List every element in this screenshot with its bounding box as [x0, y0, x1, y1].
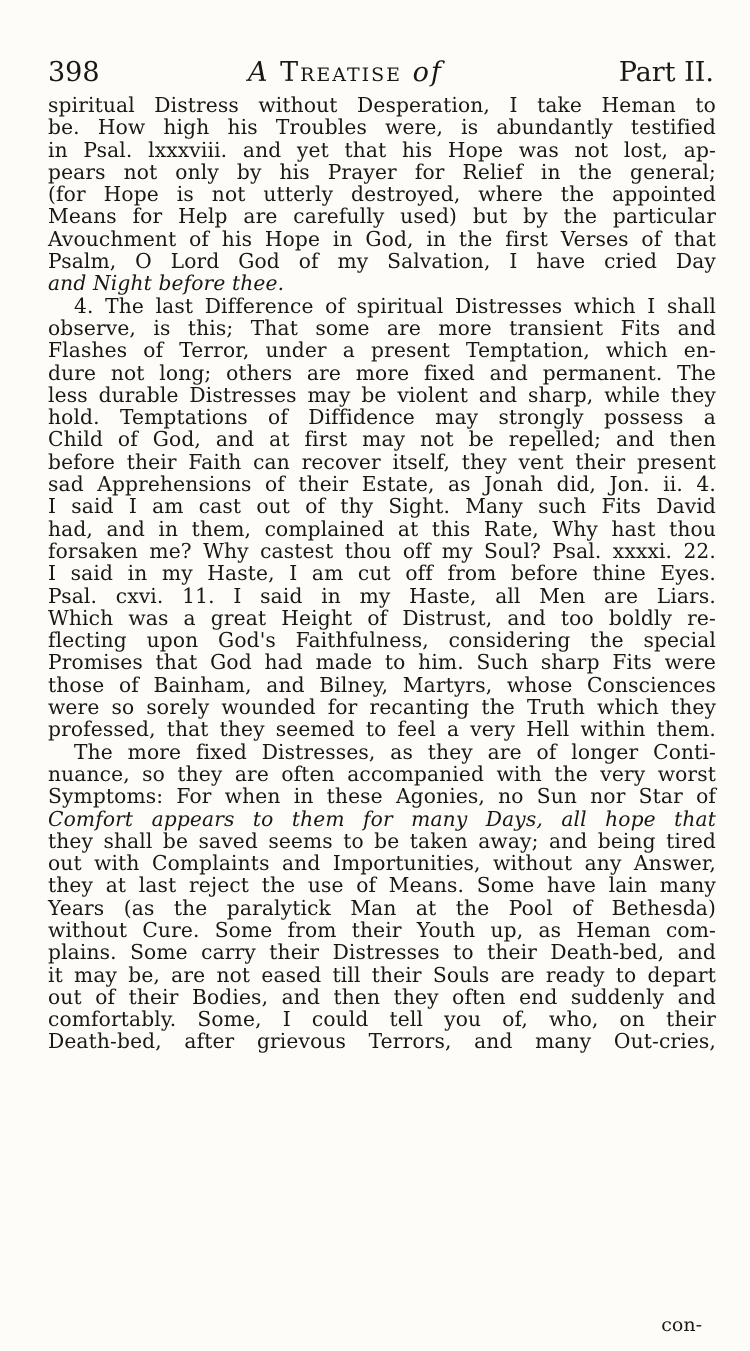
text-line: Comfort appears to them for many Days, all hope that: [48, 806, 716, 831]
text-line: I said I am cast out of thy Sight. Many such Fits David: [48, 494, 716, 519]
part-label: Part II.: [618, 57, 714, 88]
page-number: 398: [48, 57, 100, 88]
text-line: they shall be saved seems to be taken away; and being tired: [48, 828, 716, 853]
text-line: Symptoms: For when in these Agonies, no Sun nor Star of: [48, 784, 716, 809]
text-line: Which was a great Height of Distrust, and too boldly re-: [48, 605, 716, 630]
text-line: out with Complaints and Importunities, without any Answer,: [48, 851, 716, 876]
text-line: forsaken me? Why castest thou off my Soul? Psal. xxxxi. 22.: [48, 538, 716, 563]
text-line: before their Faith can recover itself, they vent their present: [48, 449, 716, 474]
text-line: Years (as the paralytick Man at the Pool of Bethesda): [48, 895, 716, 920]
text-line: professed, that they seemed to feel a very Hell within them.: [48, 717, 716, 742]
text-line: observe, is this; That some are more transient Fits and: [48, 315, 716, 340]
text-line: out of their Bodies, and then they often end suddenly and: [48, 984, 716, 1009]
text-line: 4. The last Difference of spiritual Distresses which I shall: [74, 293, 716, 318]
text-line: pears not only by his Prayer for Relief in the general;: [48, 159, 716, 184]
text-line: Death-bed, after grievous Terrors, and many Out-cries,: [48, 1029, 716, 1054]
text-line: in Psal. lxxxviii. and yet that his Hope was not lost, ap-: [48, 137, 716, 162]
text-line: I said in my Haste, I am cut off from before thine Eyes.: [48, 561, 716, 586]
text-line: plains. Some carry their Distresses to their Death-bed, and: [48, 940, 716, 965]
text-line: hold. Temptations of Diffidence may strongly possess a: [48, 405, 716, 430]
running-title-of: of: [412, 57, 443, 88]
text-line: comfortably. Some, I could tell you of, who, on their: [48, 1007, 716, 1032]
text-line: were so sorely wounded for recanting the Truth which they: [48, 695, 716, 720]
text-line: they at last reject the use of Means. Some have lain many: [48, 873, 716, 898]
text-line: Psalm, O Lord God of my Salvation, I have cried Day: [48, 249, 716, 274]
running-title: [248, 52, 443, 94]
text-line: Psal. cxvi. 11. I said in my Haste, all Men are Liars.: [48, 583, 716, 608]
text-line: Child of God, and at first may not be repelled; and then: [48, 427, 716, 452]
text-line: The more fixed Distresses, as they are of longer Conti-: [74, 739, 716, 764]
running-head: [48, 52, 716, 94]
text-line: (for Hope is not utterly destroyed, where the appointed: [48, 182, 716, 207]
text-line: those of Bainham, and Bilney, Martyrs, whose Consciences: [48, 672, 716, 697]
catchword: con-: [661, 1314, 702, 1336]
body-text: [48, 94, 716, 1053]
text-line: Promises that God had made to him. Such sharp Fits were: [48, 650, 716, 675]
text-line: less durable Distresses may be violent and sharp, while they: [48, 382, 716, 407]
text-line: Means for Help are carefully used) but by the particular: [48, 204, 716, 229]
text-line: had, and in them, complained at this Rate, Why hast thou: [48, 516, 716, 541]
text-line: Flashes of Terror, under a present Temptation, which en-: [48, 338, 716, 363]
text-line: sad Apprehensions of their Estate, as Jonah did, Jon. ii. 4.: [48, 472, 716, 497]
running-title-treatise: Treatise: [280, 57, 403, 88]
text-line: Avouchment of his Hope in God, in the first Verses of that: [48, 226, 716, 251]
text-line: be. How high his Troubles were, is abundantly testified: [48, 115, 716, 140]
text-line: flecting upon God's Faithfulness, considering the special: [48, 628, 716, 653]
text-line: it may be, are not eased till their Souls are ready to depart: [48, 962, 716, 987]
text-line: and Night before thee.: [48, 271, 285, 296]
text-line: spiritual Distress without Desperation, I take Heman to: [48, 93, 716, 117]
text-line: nuance, so they are often accompanied with the very worst: [48, 761, 716, 786]
running-title-a: A: [248, 57, 270, 88]
text-line: without Cure. Some from their Youth up, as Heman com-: [48, 917, 716, 942]
text-line: dure not long; others are more fixed and permanent. The: [48, 360, 716, 385]
